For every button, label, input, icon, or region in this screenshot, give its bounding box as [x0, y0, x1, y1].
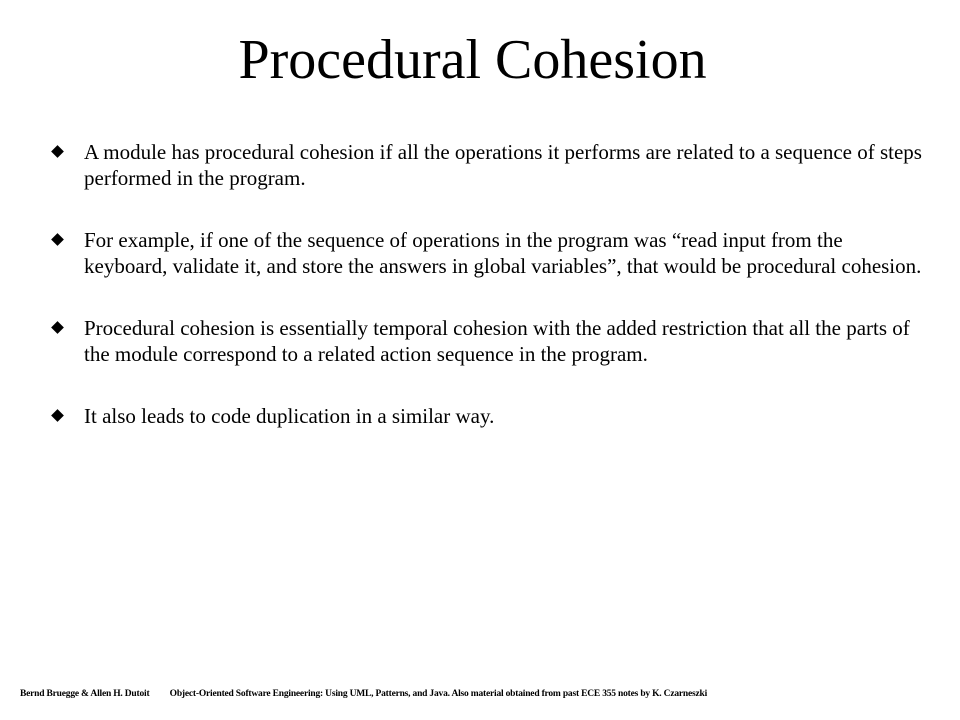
footer-authors: Bernd Bruegge & Allen H. Dutoit — [20, 689, 150, 699]
bullet-item — [48, 403, 928, 429]
slide-footer — [20, 688, 940, 700]
diamond-bullet-icon — [51, 233, 64, 246]
slide-title: Procedural Cohesion — [238, 29, 707, 91]
footer-book-reference: Object-Oriented Software Engineering: Using UML, Patterns, and Java. Also material obtained from past ECE 355 notes by K. Czarneszki — [169, 689, 708, 699]
bullet-text: A module has procedural cohesion if all the operations it performs are related to a sequence of steps performed in the program. — [84, 140, 922, 190]
bullet-text: For example, if one of the sequence of operations in the program was “read input from the keyboard, validate it, and store the answers in global variables”, that would be procedural cohesion. — [84, 228, 922, 278]
bullet-item — [48, 315, 928, 367]
diamond-bullet-icon — [51, 321, 64, 334]
bullet-item — [48, 139, 928, 191]
diamond-bullet-icon — [51, 409, 64, 422]
bullet-list — [48, 139, 928, 465]
bullet-text: Procedural cohesion is essentially temporal cohesion with the added restriction that all the parts of the module correspond to a related action sequence in the program. — [84, 316, 910, 366]
bullet-text: It also leads to code duplication in a similar way. — [84, 404, 495, 428]
diamond-bullet-icon — [51, 145, 64, 158]
bullet-item — [48, 227, 928, 279]
